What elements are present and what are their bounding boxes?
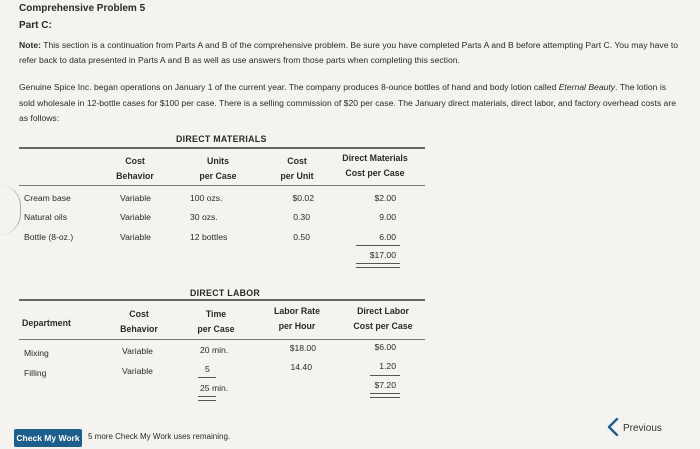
materials-header-total: Direct Materials Cost per Case [342, 153, 408, 178]
labor-header-rate: Labor Rate per Hour [274, 306, 320, 331]
previous-label: Previous [623, 422, 662, 434]
labor-title: DIRECT LABOR [190, 288, 261, 298]
note-text: This section is a continuation from Parts A and B of the comprehensive problem. Be sure you have completed Parts A and B before attempting Part C. You may have to refer back to data presented in Parts A and B as well as use answers from those parts when completing this section. [19, 40, 679, 65]
product-name: Eternal Beauty [558, 82, 616, 92]
labor-row-behavior: Variable [122, 346, 153, 356]
labor-row-name: Mixing [24, 348, 49, 358]
materials-row-name: Cream base [24, 193, 71, 203]
note-paragraph [19, 38, 683, 68]
labor-header-department: Department [22, 318, 71, 328]
materials-row-total: 9.00 [379, 212, 396, 222]
materials-row-units: 12 bottles [190, 232, 228, 242]
part-label: Part C: [19, 20, 52, 31]
labor-row-rate: 14.40 [290, 362, 312, 372]
labor-header-rule [19, 339, 425, 340]
labor-time-subtotal-rule [198, 377, 216, 378]
labor-total: $7.20 [374, 380, 396, 390]
labor-header-behavior: Cost Behavior [120, 309, 158, 334]
materials-header-cost: Cost per Unit [280, 156, 314, 181]
materials-row-cost: $0.02 [292, 193, 314, 203]
labor-top-rule [19, 299, 425, 301]
materials-top-rule [19, 147, 425, 149]
materials-header-rule [19, 185, 425, 186]
side-scroll-handle[interactable] [0, 185, 21, 235]
materials-header-behavior: Cost Behavior [116, 156, 154, 181]
labor-row-name: Filling [24, 368, 47, 378]
labor-time-total-double-rule [198, 396, 216, 401]
materials-row-name: Natural oils [24, 212, 67, 222]
note-label: Note: [19, 40, 41, 50]
labor-total-double-rule [370, 393, 400, 398]
labor-row-total: $6.00 [374, 342, 396, 352]
materials-row-units: 100 ozs. [190, 193, 223, 203]
materials-subtotal-rule [356, 245, 400, 246]
check-my-work-button[interactable]: Check My Work [14, 429, 82, 447]
materials-row-cost: 0.30 [293, 212, 310, 222]
problem-title: Comprehensive Problem 5 [19, 3, 146, 14]
labor-row-rate: $18.00 [289, 343, 316, 353]
intro-paragraph [19, 80, 683, 127]
intro-text-after: . The lotion is sold wholesale in 12-bottle cases for $100 per case. There is a selling commission of $20 per case. The January direct materials, direct labor, and factory overhead costs are as follows: [19, 82, 676, 123]
labor-row-total: 1.20 [379, 361, 396, 371]
materials-row-behavior: Variable [120, 212, 151, 222]
labor-header-total: Direct Labor Cost per Case [353, 306, 413, 331]
materials-row-cost: 0.50 [293, 232, 310, 242]
materials-header-units: Units per Case [199, 156, 237, 181]
previous-button[interactable] [607, 417, 679, 439]
labor-row-time: 5 [205, 364, 210, 374]
materials-title: DIRECT MATERIALS [176, 134, 267, 144]
materials-row-total: 6.00 [379, 232, 396, 242]
materials-row-units: 30 ozs. [190, 212, 218, 222]
labor-time-total: 25 min. [200, 383, 229, 393]
materials-row-behavior: Variable [120, 193, 151, 203]
materials-row-total: $2.00 [374, 193, 396, 203]
labor-subtotal-rule [370, 375, 400, 376]
materials-row-behavior: Variable [120, 232, 151, 242]
labor-header-time: Time per Case [197, 309, 235, 334]
materials-total: $17.00 [369, 250, 396, 260]
chevron-left-icon [607, 418, 623, 439]
labor-row-time: 20 min. [200, 345, 229, 355]
labor-row-behavior: Variable [122, 366, 153, 376]
materials-total-double-rule [356, 263, 400, 268]
materials-row-name: Bottle (8-oz.) [24, 232, 74, 242]
remaining-uses-text: 5 more Check My Work uses remaining. [88, 432, 231, 441]
intro-text-before: Genuine Spice Inc. began operations on January 1 of the current year. The company produces 8-ounce bottles of hand and body lotion called [19, 82, 559, 92]
